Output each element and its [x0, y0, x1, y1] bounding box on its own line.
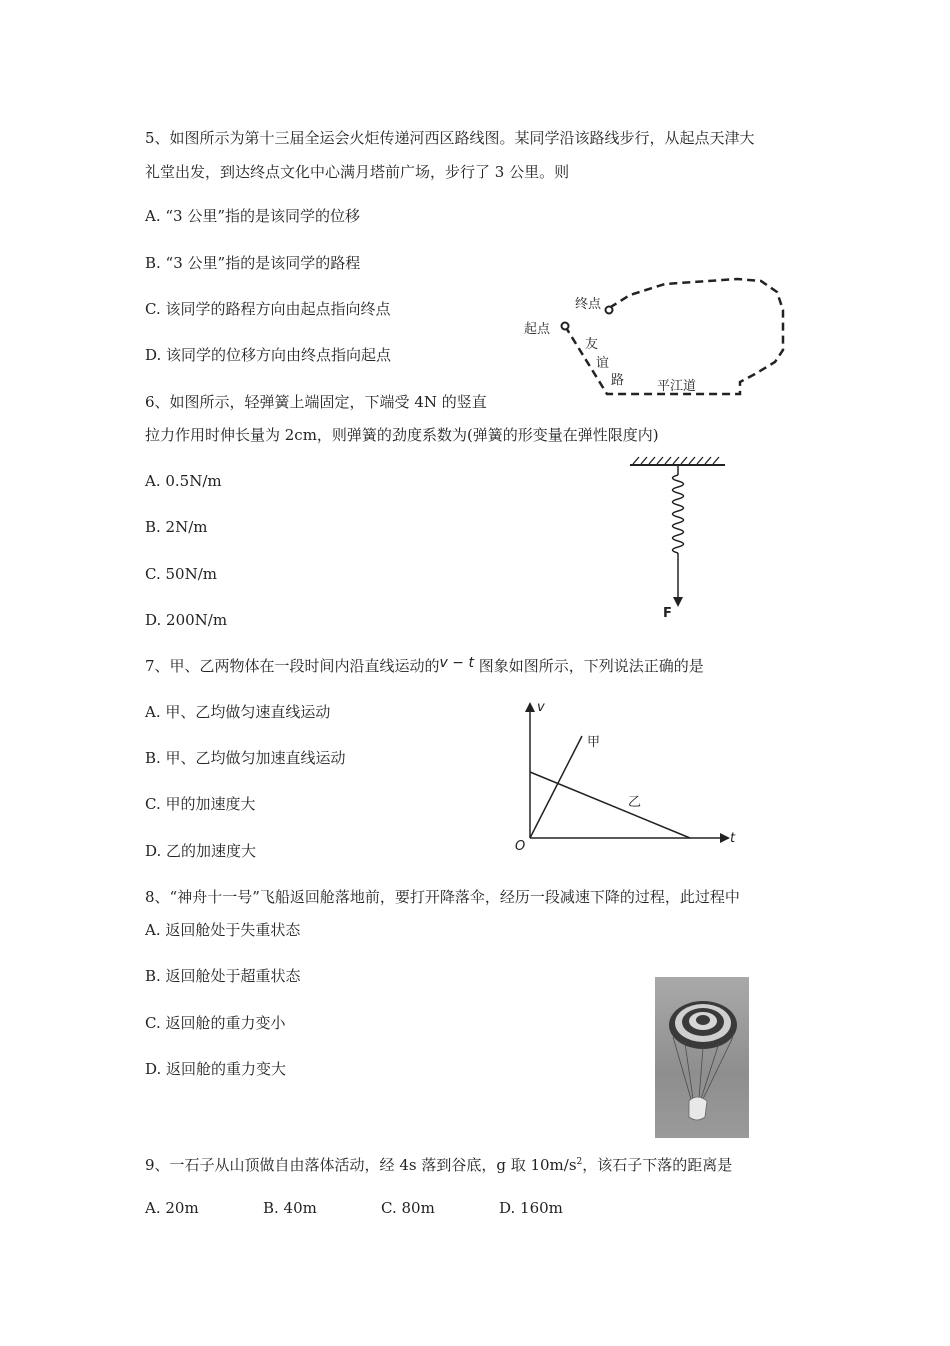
yi-label: 乙: [628, 795, 642, 810]
q9-option-d: D. 160m: [499, 1199, 563, 1217]
q8-option-d: D. 返回舱的重力变大: [145, 1060, 287, 1078]
q7-option-a: A. 甲、乙均做匀速直线运动: [145, 703, 331, 721]
q8-option-b: B. 返回舱处于超重状态: [145, 967, 301, 985]
road-label-pingjiang: 平江道: [657, 379, 697, 394]
q8-option-a: A. 返回舱处于失重状态: [145, 921, 301, 939]
q7-stem-post: 图象如图所示，下列说法正确的是: [473, 657, 704, 675]
q9-option-b: B. 40m: [263, 1199, 317, 1217]
q6-stem-line1: 6、如图所示，轻弹簧上端固定，下端受 4N 的竖直: [145, 393, 487, 411]
q9-stem-pre: 9、一石子从山顶做自由落体活动，经 4s 落到谷底，g 取 10m/s: [145, 1156, 577, 1174]
q5-stem-line2: 礼堂出发，到达终点文化中心满月塔前广场，步行了 3 公里。则: [145, 163, 570, 181]
q6-option-c: C. 50N/m: [145, 565, 217, 583]
q9-options: [145, 1198, 617, 1218]
line-jia: [530, 736, 582, 838]
start-point: [562, 323, 569, 330]
parachute-photo: [655, 977, 749, 1138]
road-char-1: 友: [585, 337, 599, 352]
q5-option-d: D. 该同学的位移方向由终点指向起点: [145, 346, 392, 364]
force-label: F: [663, 606, 672, 621]
parachute-image: [655, 977, 749, 1138]
q8-stem: 8、“神舟十一号”飞船返回舱落地前，要打开降落伞，经历一段减速下降的过程，此过程中: [145, 888, 740, 906]
q5-stem-line1: 5、如图所示为第十三届全运会火炬传递河西区路线图。某同学沿该路线步行，从起点天津大: [145, 129, 755, 147]
q7-option-b: B. 甲、乙均做匀加速直线运动: [145, 749, 346, 767]
q8-option-c: C. 返回舱的重力变小: [145, 1014, 286, 1032]
spring-figure: [625, 455, 735, 620]
end-label: 终点: [575, 297, 602, 312]
vt-graph: [510, 698, 740, 858]
force-arrow: [673, 597, 683, 607]
q7-stem-math: v − t: [439, 655, 474, 671]
origin-label: O: [515, 839, 526, 854]
v-axis-label: v: [537, 700, 545, 715]
q6-option-d: D. 200N/m: [145, 611, 228, 629]
q9-option-a: A. 20m: [145, 1199, 199, 1217]
q5-option-c: C. 该同学的路程方向由起点指向终点: [145, 300, 391, 318]
q7-option-d: D. 乙的加速度大: [145, 842, 257, 860]
q7-stem: [145, 656, 704, 677]
q5-option-a: A. “3 公里”指的是该同学的位移: [145, 207, 361, 225]
start-label: 起点: [524, 322, 551, 337]
spring-coil: [673, 475, 684, 553]
line-yi: [530, 772, 690, 838]
q9-stem-post: ，该石子下落的距离是: [582, 1156, 733, 1174]
q6-option-a: A. 0.5N/m: [145, 472, 222, 490]
q5-option-b: B. “3 公里”指的是该同学的路程: [145, 254, 361, 272]
jia-label: 甲: [587, 735, 601, 750]
road-char-3: 路: [611, 373, 625, 388]
route-map: [515, 270, 805, 410]
end-point: [606, 307, 613, 314]
q9-option-c: C. 80m: [381, 1199, 435, 1217]
road-char-2: 谊: [596, 356, 610, 371]
q7-stem-pre: 7、甲、乙两物体在一段时间内沿直线运动的: [145, 657, 440, 675]
q9-stem: [145, 1152, 732, 1175]
q6-stem-line2: 拉力作用时伸长量为 2cm，则弹簧的劲度系数为(弹簧的形变量在弹性限度内): [145, 426, 659, 444]
q9-stem-sup: 2: [576, 1157, 583, 1167]
t-axis-label: t: [730, 831, 736, 846]
q7-option-c: C. 甲的加速度大: [145, 795, 256, 813]
q6-option-b: B. 2N/m: [145, 518, 208, 536]
